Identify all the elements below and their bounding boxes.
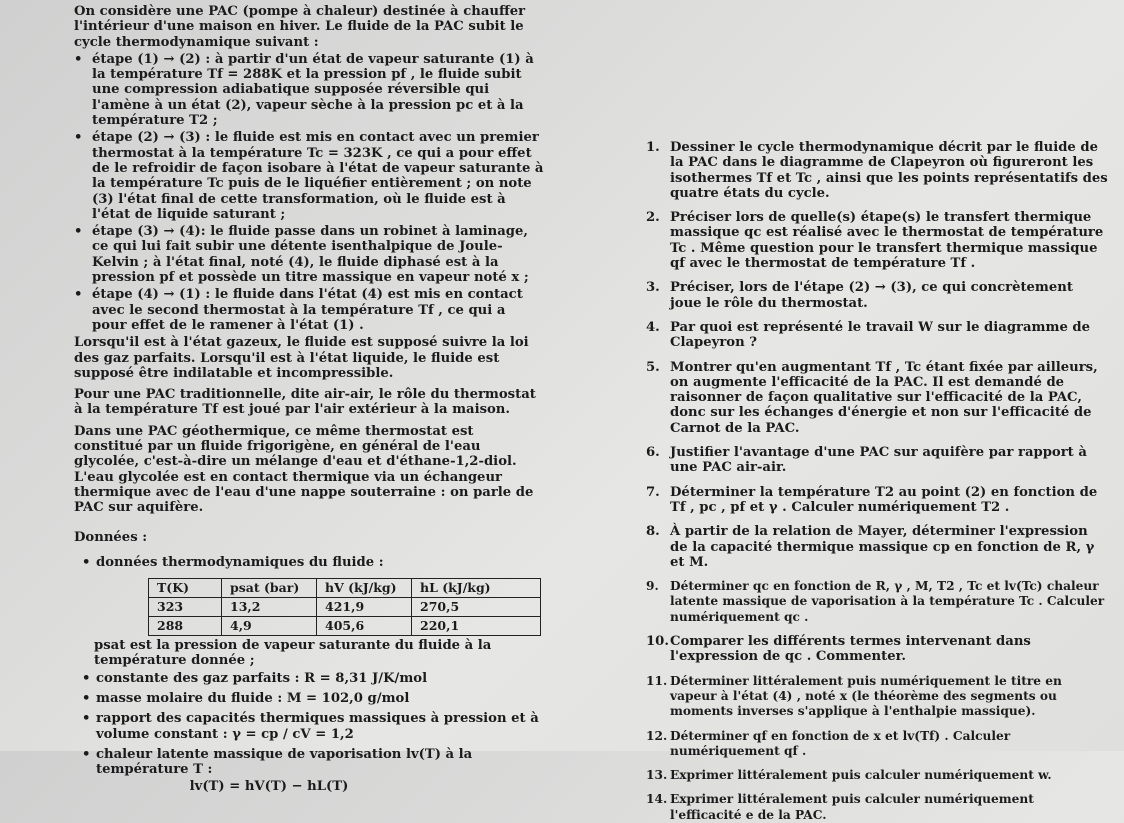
question-1 <box>646 140 1108 201</box>
left-column <box>74 4 544 795</box>
data-gas-constant: • constante des gaz parfaits : R = 8,31 J/K/mol <box>74 671 544 686</box>
question-text: Préciser lors de quelle(s) étape(s) le transfert thermique massique qc est réalisé avec le thermostat de température Tc . Même question pour le transfert thermique massique qf avec le thermostat de température Tf . <box>670 210 1104 272</box>
table-cell: 13,2 <box>222 598 317 617</box>
geothermal-paragraph: Dans une PAC géothermique, ce même thermostat est constitué par un fluide frigorigène, en général de l'eau glycolée, c'est-à-dire un mélange d'eau et d'éthane-1,2-diol. L'eau glycolée est en contact thermique via un échangeur thermique avec de l'eau d'une nappe souterraine : on parle de PAC sur aquifère. <box>74 423 534 516</box>
question-text: Dessiner le cycle thermodynamique décrit par le fluide de la PAC dans le diagramme de Clapeyron où figureront les isothermes Tf et Tc , ainsi que les points représentatifs des quatre états du cycle. <box>670 140 1108 201</box>
table-cell: 288 <box>149 617 222 636</box>
question-text: Exprimer littéralement puis calculer numériquement w. <box>670 768 1052 783</box>
question-7 <box>646 485 1108 516</box>
step-2-3: • étape (2) → (3) : le fluide est mis en contact avec un premier thermostat à la température Tc = 323K , ce qui a pour effet de le refroidir de façon isobare à l'état de vapeur saturante à la température Tc puis de le liquéfier entièrement ; on note (3) l'état final de cette transformation, où le fluide est à l'état de liquide saturant ; <box>74 130 544 222</box>
question-number: 9. <box>646 579 659 594</box>
data-gamma: • rapport des capacités thermiques massiques à pression et à volume constant : γ = cp / cV = 1,2 <box>74 711 544 742</box>
question-text: Par quoi est représenté le travail W sur le diagramme de Clapeyron ? <box>670 319 1091 351</box>
table-header: psat (bar) <box>222 579 317 598</box>
table-row <box>149 617 541 636</box>
question-9 <box>646 579 1108 625</box>
table-cell: 405,6 <box>317 617 412 636</box>
question-text: Exprimer littéralement puis calculer numériquement l'efficacité e de la PAC. <box>670 792 1034 822</box>
data-latent-heat: • chaleur latente massique de vaporisation lv(T) à la température T : <box>74 747 544 778</box>
question-text: Déterminer la température T2 au point (2) en fonction de Tf , pc , pf et γ . Calculer numériquement T2 . <box>670 484 1098 515</box>
question-text: Préciser, lors de l'étape (2) → (3), ce qui concrètement joue le rôle du thermostat. <box>670 280 1073 311</box>
question-number: 14. <box>646 792 668 807</box>
right-column <box>646 140 1108 823</box>
question-11 <box>646 674 1108 720</box>
table-cell: 270,5 <box>412 598 541 617</box>
question-number: 5. <box>646 359 660 375</box>
question-text: Déterminer qf en fonction de x et lv(Tf) . Calculer numériquement qf . <box>670 728 1011 758</box>
question-12 <box>646 729 1108 760</box>
question-text: Montrer qu'en augmentant Tf , Tc étant fixée par ailleurs, on augmente l'efficacité de la PAC. Il est demandé de raisonner de façon qualitative sur l'efficacité de la PAC, donc sur les échanges d'énergie et non sur l'efficacité de Carnot de la PAC. <box>670 359 1098 436</box>
question-10 <box>646 634 1108 665</box>
table-row <box>149 598 541 617</box>
thermo-table <box>148 578 541 636</box>
question-14 <box>646 792 1108 823</box>
question-text: Déterminer qc en fonction de R, γ , M, T2 , Tc et lv(Tc) chaleur latente massique de vaporisation à la température Tc . Calculer numériquement qc . <box>670 579 1105 624</box>
donnees-heading: Données : <box>74 529 148 545</box>
question-number: 10. <box>646 634 669 650</box>
table-header: hV (kJ/kg) <box>317 579 412 598</box>
intro-text: On considère une PAC (pompe à chaleur) destinée à chauffer l'intérieur d'une maison en hiver. Le fluide de la PAC subit le cycle thermodynamique suivant : <box>74 4 526 50</box>
question-number: 1. <box>646 140 660 155</box>
question-text: Justifier l'avantage d'une PAC sur aquifère par rapport à une PAC air-air. <box>670 445 1087 476</box>
step-3-4: • étape (3) → (4): le fluide passe dans un robinet à laminage, ce qui lui fait subir une détente isenthalpique de Joule-Kelvin ; à l'état final, noté (4), le fluide diphasé est à la pression pf et possède un titre massique en vapeur noté x ; <box>74 224 544 285</box>
question-number: 12. <box>646 728 668 743</box>
question-number: 8. <box>646 524 660 540</box>
question-8 <box>646 524 1108 570</box>
table-header-row <box>149 579 541 598</box>
data-molar-mass: • masse molaire du fluide : M = 102,0 g/mol <box>74 691 544 706</box>
question-number: 6. <box>646 445 660 461</box>
question-13 <box>646 768 1108 783</box>
thermo-data-label: • données thermodynamiques du fluide : <box>74 555 544 570</box>
latent-heat-formula: lv(T) = hV(T) − hL(T) <box>189 779 349 795</box>
question-number: 4. <box>646 319 660 335</box>
question-number: 3. <box>646 280 660 296</box>
question-text: Déterminer littéralement puis numériquement le titre en vapeur à l'état (4) , noté x (le théorème des segments ou moments inverses s'applique à l'enthalpie massique). <box>670 673 1062 719</box>
question-text: À partir de la relation de Mayer, déterminer l'expression de la capacité thermique massique cp en fonction de R, γ et M. <box>670 524 1095 570</box>
table-header: hL (kJ/kg) <box>412 579 541 598</box>
question-4 <box>646 320 1108 351</box>
air-air-paragraph: Pour une PAC traditionnelle, dite air-air, le rôle du thermostat à la température Tf est joué par l'air extérieur à la maison. <box>74 387 536 418</box>
question-number: 7. <box>646 484 660 500</box>
table-note: psat est la pression de vapeur saturante du fluide à la température donnée ; <box>94 638 492 669</box>
question-number: 11. <box>646 673 668 688</box>
question-number: 13. <box>646 768 668 783</box>
step-1-2: • étape (1) → (2) : à partir d'un état de vapeur saturante (1) à la température Tf = 288K et la pression pf , le fluide subit une compression adiabatique supposée réversible qui l'amène à un état (2), vapeur sèche à la pression pc et à la température T2 ; <box>74 52 544 128</box>
question-number: 2. <box>646 210 660 226</box>
gas-liquid-hypothesis: Lorsqu'il est à l'état gazeux, le fluide est supposé suivre la loi des gaz parfaits. Lorsqu'il est à l'état liquide, le fluide est supposé être indilatable et incompressible. <box>74 335 529 381</box>
question-3 <box>646 280 1108 311</box>
question-2 <box>646 210 1108 271</box>
table-cell: 220,1 <box>412 617 541 636</box>
question-6 <box>646 445 1108 476</box>
step-4-1: • étape (4) → (1) : le fluide dans l'état (4) est mis en contact avec le second thermostat à la température Tf , ce qui a pour effet de le ramener à l'état (1) . <box>74 287 544 333</box>
question-text: Comparer les différents termes intervenant dans l'expression de qc . Commenter. <box>670 634 1031 665</box>
table-header: T(K) <box>149 579 222 598</box>
question-5 <box>646 360 1108 436</box>
table-cell: 4,9 <box>222 617 317 636</box>
table-cell: 421,9 <box>317 598 412 617</box>
table-cell: 323 <box>149 598 222 617</box>
